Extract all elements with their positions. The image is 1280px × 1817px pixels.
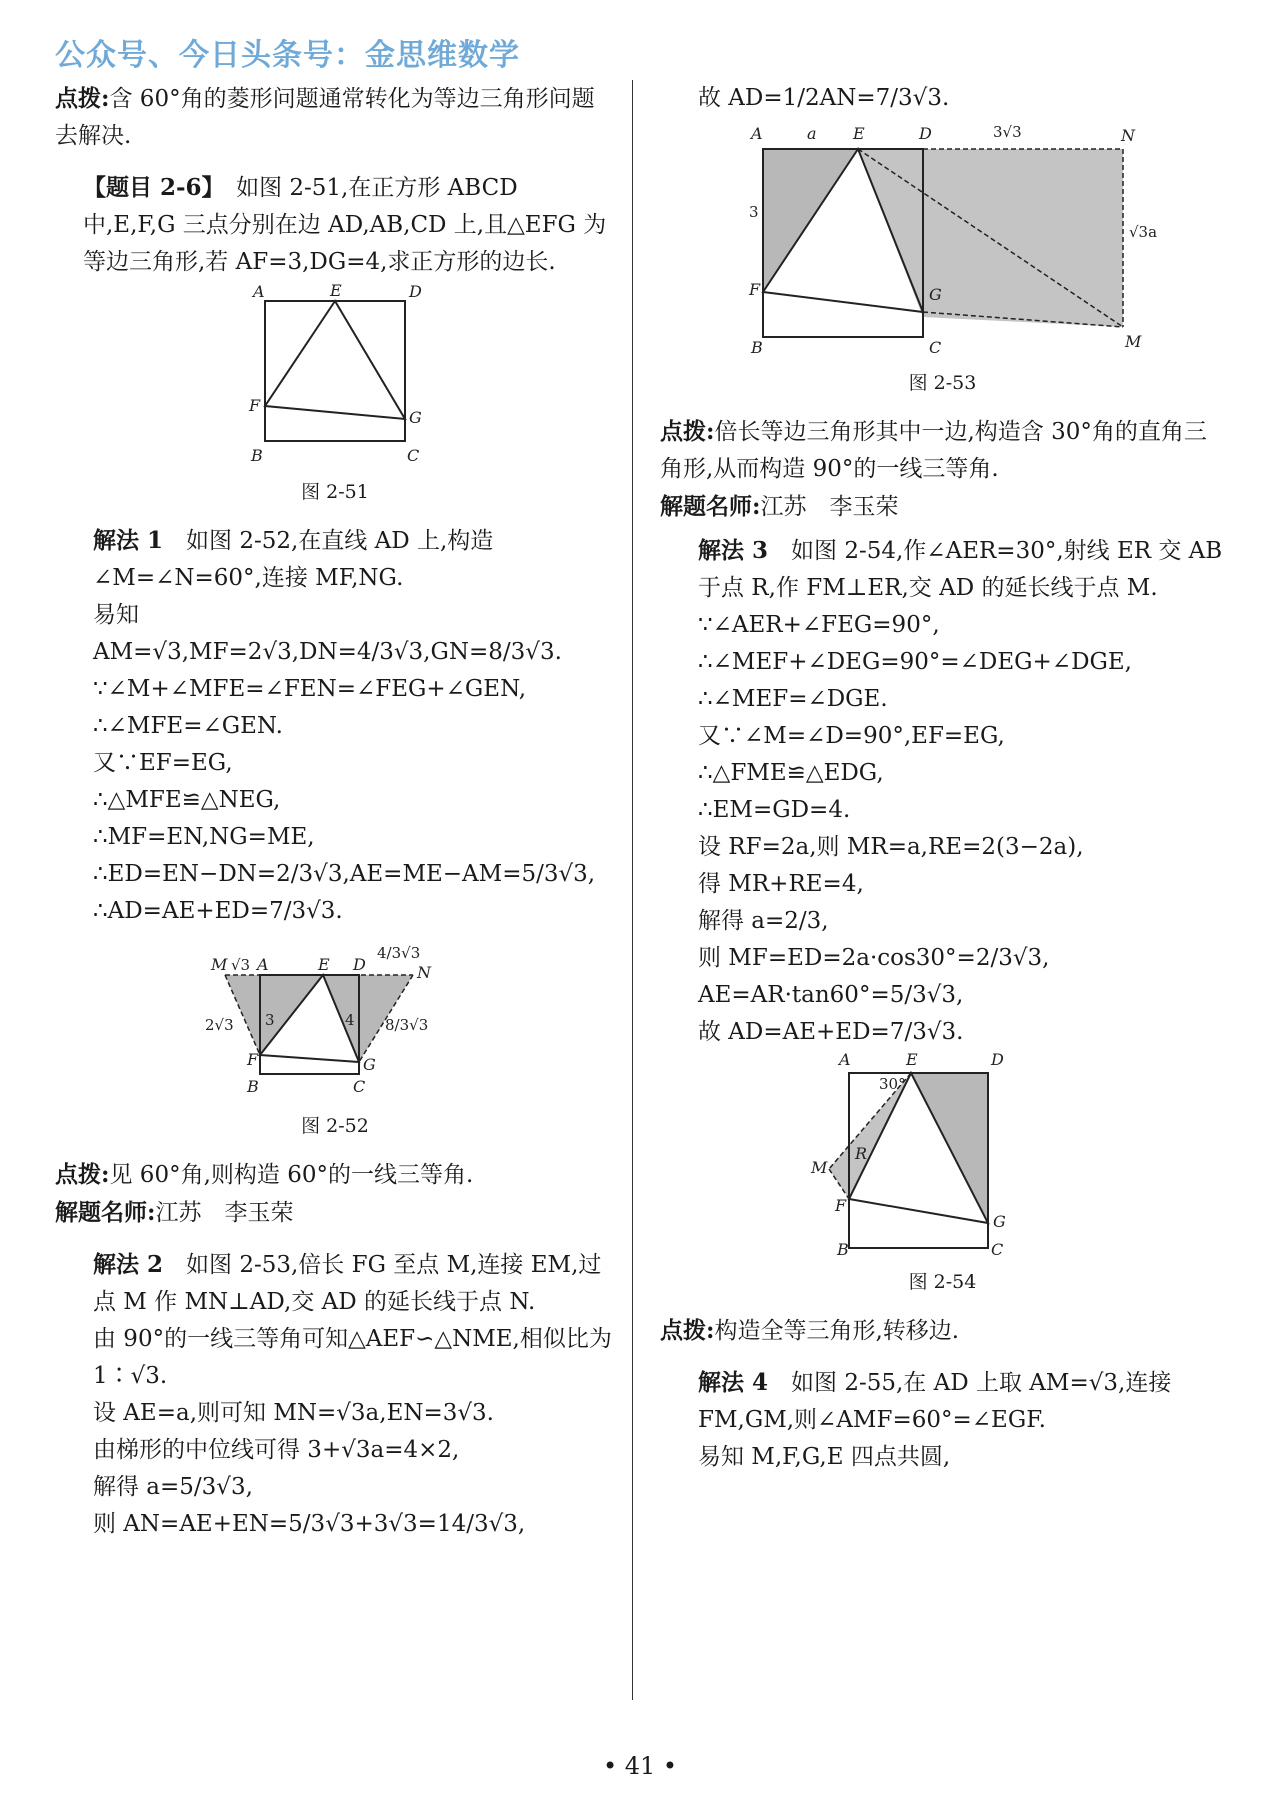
fig54-label-b: B [836, 1240, 849, 1259]
fig52-label-e: E [318, 955, 330, 974]
fig52-label-f: F [247, 1050, 259, 1069]
fig54-label-f: F [834, 1196, 846, 1215]
fig51-label-f: F [249, 396, 261, 415]
fig53-label-a-seg: a [806, 124, 817, 143]
fig51-label-e: E [330, 281, 342, 300]
fig51-label-c: C [407, 446, 420, 465]
fig53-label-d: D [918, 124, 932, 143]
sol3-line: ∴△FME≌△EDG, [698, 760, 884, 786]
sol2-line: 设 AE=a,则可知 MN=√3a,EN=3√3. [93, 1400, 494, 1426]
tip-0: 点拨:含 60°角的菱形问题通常转化为等边三角形问题去解决. [55, 85, 595, 149]
sol3-line: AE=AR·tan60°=5/3√3, [698, 982, 964, 1008]
fig52-caption: 图 2-52 [301, 1115, 369, 1137]
fig53-nm: √3a [1128, 223, 1157, 241]
sol2-line: 由 90°的一线三等角可知△AEF∽△NME,相似比为 1∶√3. [93, 1326, 612, 1389]
fig51-caption: 图 2-51 [301, 481, 369, 503]
fig53-label-f: F [748, 280, 760, 299]
sol3-line: 故 AD=AE+ED=7/3√3. [698, 1019, 964, 1045]
fig52-label-b: B [247, 1077, 259, 1096]
problem-2-6: 【题目 2-6】 如图 2-51,在正方形 ABCD 中,E,F,G 三点分别在边 AD,AB,CD 上,且△EFG 为等边三角形,若 AF=3,DG=4,求正方形的边长. [83, 174, 607, 275]
watermark-banner: 公众号、今日头条号：金思维数学 [55, 38, 520, 73]
fig52-label-m: M [211, 955, 228, 974]
fig52-dg: 4 [345, 1011, 355, 1029]
fig52-label-n: N [417, 963, 431, 982]
fig52-am: √3 [231, 956, 251, 974]
sol2-line: 则 AN=AE+EN=5/3√3+3√3=14/3√3, [93, 1511, 526, 1537]
fig54-caption: 图 2-54 [908, 1271, 977, 1293]
fig54-label-a: A [838, 1051, 851, 1069]
sol1-line: 易知 AM=√3,MF=2√3,DN=4/3√3,GN=8/3√3. [93, 602, 562, 665]
sol1-line: ∴MF=EN,NG=ME, [93, 824, 315, 850]
fig54-label-c: C [990, 1240, 1003, 1259]
fig53-dn: 3√3 [992, 123, 1022, 141]
sol3-line: ∴∠MEF=∠DGE. [698, 686, 888, 712]
fig52-dn: 4/3√3 [377, 944, 421, 962]
tip-2: 点拨:倍长等边三角形其中一边,构造含 30°角的直角三角形,从而构造 90°的一线三等角. [660, 418, 1207, 482]
solution-2: 解法 2 如图 2-53,倍长 FG 至点 M,连接 EM,过点 M 作 MN⊥AD,交 AD 的延长线于点 N. [93, 1251, 602, 1315]
fig52-label-d: D [353, 955, 366, 974]
fig53-label-a: A [750, 124, 763, 143]
solution-4: 解法 4 如图 2-55,在 AD 上取 AM=√3,连接 FM,GM,则∠AMF=60°=∠EGF. [698, 1369, 1172, 1433]
left-column [55, 80, 615, 1543]
sol3-line: ∴EM=GD=4. [698, 797, 851, 823]
teacher-1: 解题名师:江苏 李玉荣 [55, 1199, 294, 1226]
sol3-line: 则 MF=ED=2a·cos30°=2/3√3, [698, 945, 1050, 971]
sol3-line: 又∵∠M=∠D=90°,EF=EG, [698, 723, 1005, 749]
fig52-mf: 2√3 [205, 1016, 234, 1034]
fig54-label-d: D [990, 1051, 1004, 1069]
fig53-af: 3 [748, 203, 759, 221]
figure-2-53 [723, 117, 1163, 362]
sol1-line: ∴AD=AE+ED=7/3√3. [93, 898, 343, 924]
sol1-line: ∴△MFE≌△NEG, [93, 787, 281, 813]
column-divider [632, 80, 633, 1700]
fig53-label-e: E [852, 124, 865, 143]
page-number: • 41 • [602, 1752, 678, 1780]
sol1-line: ∵∠M+∠MFE=∠FEN=∠FEG+∠GEN, [93, 676, 527, 702]
fig53-label-b: B [750, 338, 763, 357]
fig54-label-e: E [905, 1051, 918, 1069]
fig51-label-d: D [409, 282, 422, 301]
fig53-label-c: C [928, 338, 941, 357]
solution-1: 解法 1 如图 2-52,在直线 AD 上,构造∠M=∠N=60°,连接 MF,NG. [93, 527, 494, 591]
tip-1: 点拨:见 60°角,则构造 60°的一线三等角. [55, 1161, 474, 1188]
sol3-line: 得 MR+RE=4, [698, 871, 864, 897]
fig51-label-g: G [409, 408, 422, 427]
fig52-gn: 8/3√3 [385, 1016, 429, 1034]
figure-2-52 [185, 930, 485, 1105]
sol1-line: ∴∠MFE=∠GEN. [93, 713, 283, 739]
sol4-line: 易知 M,F,G,E 四点共圆, [698, 1444, 951, 1470]
fig54-label-r: R [854, 1144, 867, 1163]
sol2-end: 故 AD=1/2AN=7/3√3. [698, 85, 950, 111]
fig52-af: 3 [265, 1011, 275, 1029]
solution-3: 解法 3 如图 2-54,作∠AER=30°,射线 ER 交 AB 于点 R,作 FM⊥ER,交 AD 的延长线于点 M. [698, 537, 1223, 601]
fig52-label-c: C [353, 1077, 366, 1096]
sol3-line: ∴∠MEF+∠DEG=90°=∠DEG+∠DGE, [698, 649, 1132, 675]
right-column [660, 80, 1225, 1476]
fig54-label-g: G [992, 1212, 1006, 1231]
fig51-label-a: A [253, 282, 265, 301]
figure-2-51 [225, 281, 445, 471]
fig53-label-g: G [928, 285, 942, 304]
sol1-line: ∴ED=EN−DN=2/3√3,AE=ME−AM=5/3√3, [93, 861, 596, 887]
fig52-label-g: G [363, 1055, 376, 1074]
fig52-label-a: A [257, 955, 269, 974]
sol2-line: 由梯形的中位线可得 3+√3a=4×2, [93, 1437, 460, 1463]
tip-3: 点拨:构造全等三角形,转移边. [660, 1317, 960, 1344]
sol3-line: 解得 a=2/3, [698, 908, 829, 934]
sol1-line: 又∵EF=EG, [93, 750, 233, 776]
figure-2-54 [793, 1051, 1093, 1261]
fig53-label-m: M [1124, 332, 1141, 351]
fig53-caption: 图 2-53 [908, 372, 977, 394]
teacher-2: 解题名师:江苏 李玉荣 [660, 493, 899, 520]
fig54-angle: 30° [878, 1075, 906, 1093]
sol3-line: 设 RF=2a,则 MR=a,RE=2(3−2a), [698, 834, 1084, 860]
sol3-line: ∵∠AER+∠FEG=90°, [698, 612, 940, 638]
fig53-label-n: N [1120, 126, 1135, 145]
fig51-label-b: B [251, 446, 263, 465]
sol2-line: 解得 a=5/3√3, [93, 1474, 253, 1500]
fig54-label-m: M [810, 1158, 827, 1177]
